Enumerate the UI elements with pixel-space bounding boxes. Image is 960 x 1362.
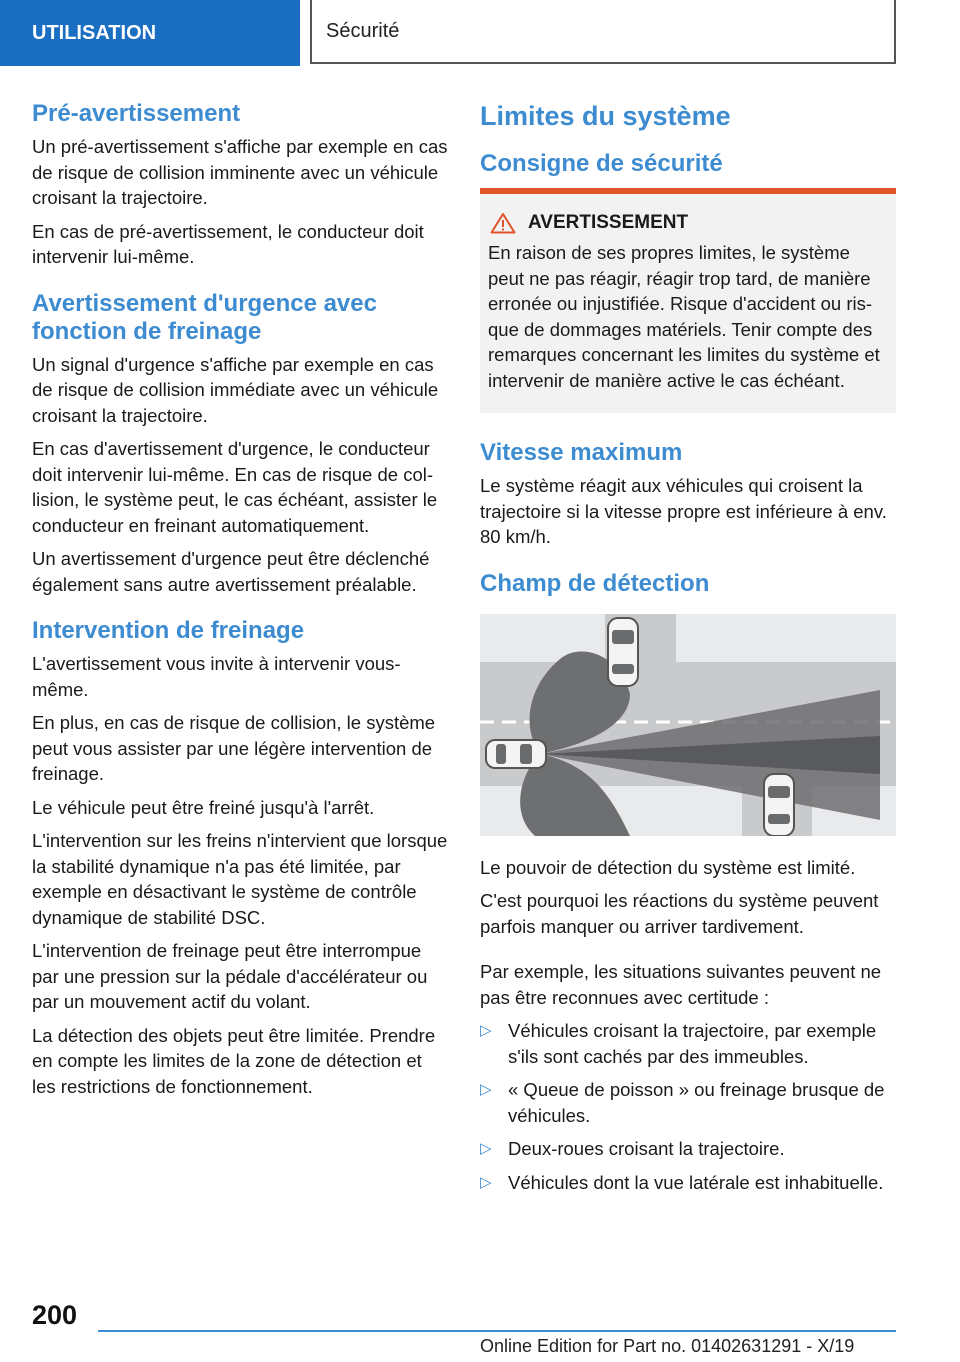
triangle-bullet-icon: ▷ — [480, 1140, 492, 1157]
paragraph: La détection des objets peut être limitée. Prendre en compte les limites de la zone de détection et les restrictions de fonctionnement. — [32, 1024, 436, 1097]
paragraph: L'intervention sur les freins n'intervient que lorsque la stabilité dynamique n'a pas été limitée, par exemple en désactivant le système de contrôle dynamique de stabilité DSC. — [32, 830, 448, 928]
heading-avertissement-urgence: Avertissement d'urgence avec fonction de freinage — [32, 289, 377, 345]
heading-intervention-freinage: Intervention de freinage — [32, 617, 305, 644]
heading-limites-systeme: Limites du système — [480, 101, 731, 131]
triangle-bullet-icon: ▷ — [480, 1022, 492, 1039]
paragraph: L'avertissement vous invite à intervenir vous-même. — [32, 653, 401, 700]
warning-title — [488, 212, 888, 234]
page-number: 200 — [32, 1300, 78, 1330]
warning-triangle-icon — [490, 212, 516, 234]
car-top-icon — [608, 618, 638, 686]
section-header-label: Sécurité — [326, 19, 400, 42]
heading-consigne-securite: Consigne de sécurité — [480, 150, 723, 177]
section-header — [310, 0, 896, 64]
paragraph: En plus, en cas de risque de collision, le système peut vous assister par une légère intervention de freinage. — [32, 712, 436, 784]
warning-box — [480, 188, 896, 413]
paragraph: L'intervention de freinage peut être interrompue par une pression sur la pédale d'accélérateur ou par un mouvement actif du volant. — [32, 940, 428, 1012]
heading-vitesse-maximum: Vitesse maximum — [480, 439, 683, 466]
car-right-icon — [764, 774, 794, 836]
paragraph: Un pré-avertissement s'affiche par exemple en cas de risque de collision imminente avec un véhicule croisant la trajectoire. — [32, 136, 448, 208]
heading-champ-detection: Champ de détection — [480, 569, 710, 597]
limitations-list — [480, 1018, 896, 1195]
list-item: ▷ Véhicules dont la vue latérale est inhabituelle. — [480, 1170, 896, 1196]
chapter-tab — [0, 0, 300, 66]
car-left-icon — [486, 740, 546, 768]
paragraph: Le pouvoir de détection du système est limité. — [480, 856, 856, 878]
paragraph: Un signal d'urgence s'affiche par exemple en cas de risque de collision immédiate avec un véhicule croisant la trajectoire. — [32, 353, 439, 426]
detection-field-illustration — [480, 614, 896, 836]
warning-text: En raison de ses propres limites, le système peut ne pas réagir, réagir trop tard, de manière erronée ou injustifiée. Risque d'accident ou risque de dommages matériels. Tenir compte des remarques concernant les limites du système et intervenir de manière active le cas échéant. — [488, 242, 880, 391]
list-item: ▷ Véhicules croisant la trajectoire, par exemple s'ils sont cachés par des immeubles. — [480, 1020, 877, 1067]
chapter-tab-label: UTILISATION — [32, 21, 157, 44]
list-item: ▷ « Queue de poisson » ou freinage brusque de véhicules. — [480, 1079, 885, 1126]
paragraph: En cas d'avertissement d'urgence, le conducteur doit intervenir lui-même. En cas de risque de collision, le système peut, le cas échéant, assister le conducteur en freinant automatiquement. — [32, 438, 438, 536]
footer-edition: Online Edition for Part no. 01402631291 - X/19 — [480, 1336, 855, 1356]
heading-pre-avertissement: Pré-avertissement — [32, 100, 241, 127]
paragraph: En cas de pré-avertissement, le conducteur doit intervenir lui-même. — [32, 220, 424, 267]
list-item: ▷ Deux-roues croisant la trajectoire. — [480, 1136, 896, 1162]
paragraph: Le système réagit aux véhicules qui croisent la trajectoire si la vitesse propre est inférieure à env. 80 km/h. — [480, 475, 887, 547]
paragraph: Le véhicule peut être freiné jusqu'à l'arrêt. — [32, 796, 375, 818]
paragraph: Un avertissement d'urgence peut être déclenché également sans autre avertissement préalable. — [32, 548, 430, 595]
paragraph: Par exemple, les situations suivantes peuvent ne pas être reconnues avec certitude : — [480, 961, 882, 1008]
warning-label: AVERTISSEMENT — [528, 212, 689, 233]
right-column — [480, 100, 896, 1203]
triangle-bullet-icon: ▷ — [480, 1173, 492, 1191]
triangle-bullet-icon: ▷ — [480, 1081, 492, 1098]
left-column — [32, 100, 450, 1107]
paragraph: C'est pourquoi les réactions du système peuvent parfois manquer ou arriver tardivement. — [480, 890, 879, 937]
footer-divider — [98, 1330, 896, 1332]
